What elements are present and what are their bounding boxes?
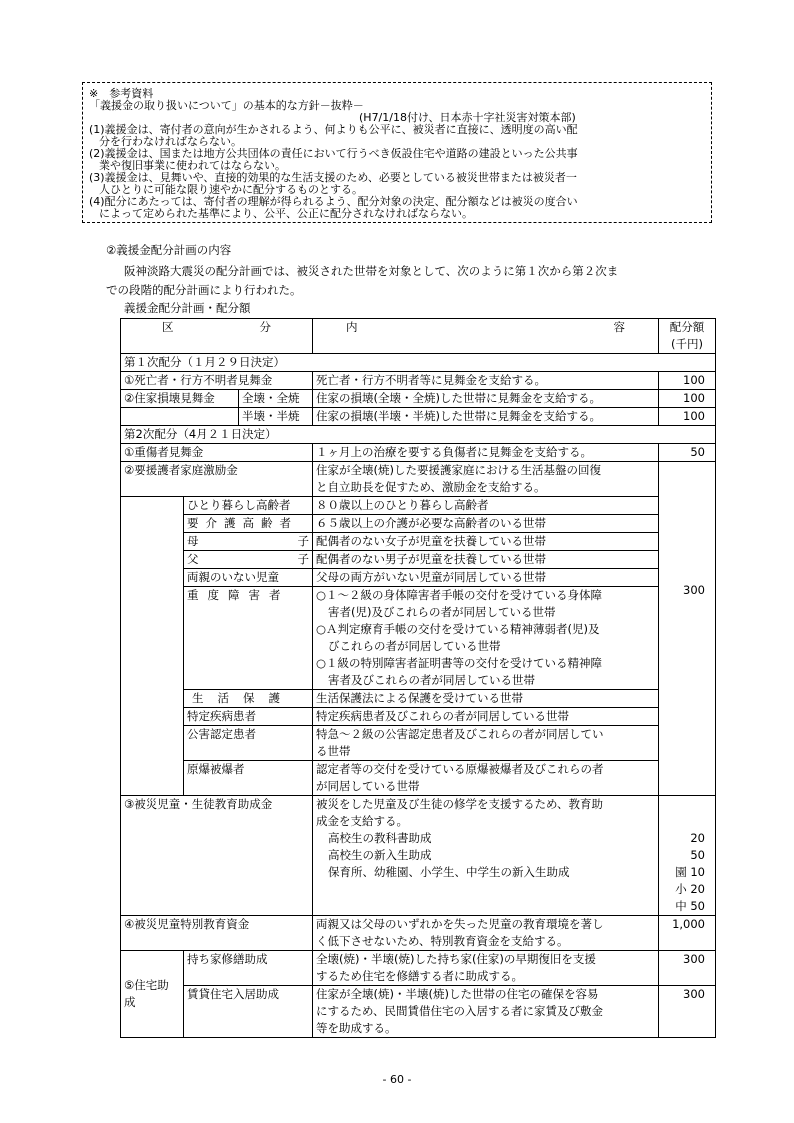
ref-line: 「義援金の取り扱いについて」の基本的な方針－抜粋－ bbox=[89, 99, 364, 112]
table-row: 賃貸住宅入居助成 住家が全壊(焼)・半壊(焼)した世帯の住宅の確保を容易 にするため、民間賃借住宅の入居する者に家賃及び敷金 等を助成する。 300 bbox=[121, 986, 716, 1038]
table-row: 公害認定患者 特急～２級の公害認定患者及びこれらの者が同居してい る世帯 bbox=[121, 726, 716, 761]
header-content: 内 容 bbox=[313, 319, 659, 354]
ref-line: 分を行わなければならない。 bbox=[99, 135, 242, 148]
ref-line: (2)義援金は、国または地方公共団体の責任において行うべき仮設住宅や道路の建設といった公共事 bbox=[89, 147, 578, 160]
table-row bbox=[121, 426, 716, 444]
section-paragraph: での段階的配分計画により行われた。 bbox=[106, 283, 302, 297]
phase-title: 第2次配分（4月２１日決定） bbox=[121, 426, 716, 444]
reference-box bbox=[82, 82, 712, 223]
table-row: 重度障害者 ○１～２級の身体障害者手帳の交付を受けている身体障 害者(児)及びこれらの者が同居している世帯 ○Ａ判定療育手帳の交付を受けている精神薄弱者(児)及 びこれらの者が同居している世帯 ○１級の特別障害者証明書等の交付を受けている精神障 害者及びこれらの者が同居している世帯 bbox=[121, 587, 716, 690]
table-row: ①重傷者見舞金 １ヶ月上の治療を要する負傷者に見舞金を支給する。 50 bbox=[121, 444, 716, 462]
phase-title: 第１次配分（１月２９日決定） bbox=[121, 354, 716, 372]
table-row: 要介護高齢者 ６５歳以上の介護が必要な高齢者のいる世帯 bbox=[121, 515, 716, 533]
table-row: ひとり暮らし高齢者 ８０歳以上のひとり暮らし高齢者 bbox=[121, 497, 716, 515]
allocation-table bbox=[120, 318, 716, 1038]
ref-line: によって定められた基準により、公平、公正に配分されなければならない。 bbox=[99, 207, 473, 220]
table-row: 母 子 配偶者のない女子が児童を扶養している世帯 bbox=[121, 533, 716, 551]
ref-line: ※ 参考資料 bbox=[89, 87, 154, 100]
table-header-row bbox=[121, 319, 716, 354]
section-paragraph: 阪神淡路大震災の配分計画では、被災された世帯を対象として、次のように第１次から第２次ま bbox=[124, 264, 619, 278]
ref-line: (H7/1/18付け、日本赤十字社災害対策本部) bbox=[359, 111, 576, 124]
ref-line: (1)義援金は、寄付者の意向が生かされるよう、何よりも公平に、被災者に直接に、透明度の高い配 bbox=[89, 123, 578, 136]
header-amount: 配分額 (千円) bbox=[659, 319, 716, 354]
table-row: 半壊・半焼 住家の損壊(半壊・半焼)した世帯に見舞金を支給する。 100 bbox=[121, 408, 716, 426]
ref-line: (4)配分にあたっては、寄付者の理解が得られるよう、配分対象の決定、配分額などは被災の度合い bbox=[89, 195, 578, 208]
table-row: ③被災児童・生徒教育助成金 被災をした児童及び生徒の修学を支援するため、教育助 成金を支給する。 高校生の教科書助成 高校生の新入生助成 保育所、幼稚園、小学生、中学生の新入生助成 20 50 園 10 小 20 中 50 bbox=[121, 796, 716, 916]
table-row: 父 子 配偶者のない男子が児童を扶養している世帯 bbox=[121, 551, 716, 569]
ref-line: (3)義援金は、見舞いや、直接的効果的な生活支援のため、必要としている被災世帯または被災者一 bbox=[89, 171, 577, 184]
header-category: 区 分 bbox=[121, 319, 313, 354]
table-row bbox=[121, 354, 716, 372]
table-caption: 義援金配分計画・配分額 bbox=[124, 301, 251, 315]
table-row: 原爆被爆者 認定者等の交付を受けている原爆被爆者及びこれらの者 が同居している世帯 bbox=[121, 761, 716, 796]
table-row: ②要援護者家庭激励金 住家が全壊(焼)した要援護家庭における生活基盤の回復 と自立助長を促すため、激励金を支給する。 300 bbox=[121, 462, 716, 497]
table-row: ⑤住宅助成 持ち家修繕助成 全壊(焼)・半壊(焼)した持ち家(住家)の早期復旧を支援 するため住宅を修繕する者に助成する。 300 bbox=[121, 951, 716, 986]
table-row: ①死亡者・行方不明者見舞金 死亡者・行方不明者等に見舞金を支給する。 100 bbox=[121, 372, 716, 390]
table-row: 特定疾病患者 特定疾病患者及びこれらの者が同居している世帯 bbox=[121, 708, 716, 726]
ref-line: 人ひとりに可能な限り速やかに配分するものとする。 bbox=[99, 183, 363, 196]
table-row: 生活保護 生活保護法による保護を受けている世帯 bbox=[121, 690, 716, 708]
section-heading: ②義援金配分計画の内容 bbox=[106, 243, 232, 257]
table-row: ④被災児童特別教育資金 両親又は父母のいずれかを失った児童の教育環境を著し く低下させないため、特別教育資金を支給する。 1,000 bbox=[121, 916, 716, 951]
table-row: ②住家損壊見舞金 全壊・全焼 住家の損壊(全壊・全焼)した世帯に見舞金を支給する。 100 bbox=[121, 390, 716, 408]
table-row: 両親のいない児童 父母の両方がいない児童が同居している世帯 bbox=[121, 569, 716, 587]
page-number: - 60 - bbox=[382, 1073, 412, 1086]
ref-line: 業や復旧事業に使われてはならない。 bbox=[99, 159, 286, 172]
